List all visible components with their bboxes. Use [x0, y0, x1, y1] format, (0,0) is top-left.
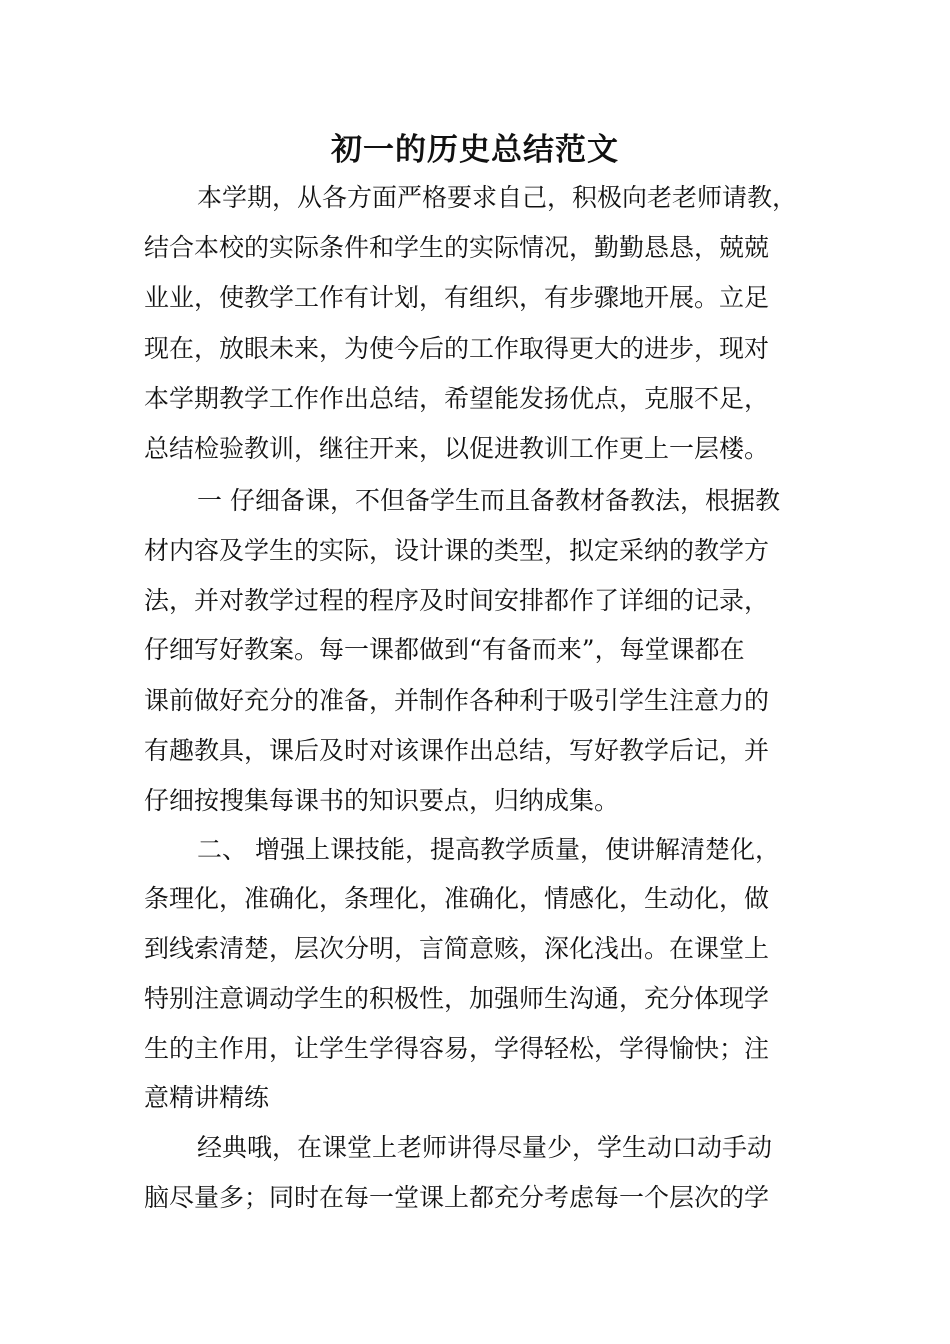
paragraph-2-line-6: 有趣教具，课后及时对该课作出总结，写好教学后记，并 [144, 736, 770, 765]
paragraph-3-line-3: 到线索清楚，层次分明，言简意赅，深化浅出。在课堂上 [144, 934, 770, 963]
paragraph-2-line-4: 仔细写好教案。每一课都做到“有备而来”，每堂课都在 [144, 635, 745, 664]
paragraph-1-line-5: 本学期教学工作作出总结，希望能发扬优点，克服不足， [144, 384, 770, 413]
document-title: 初一的历史总结范文 [331, 132, 619, 168]
paragraph-3-line-5: 生的主作用，让学生学得容易，学得轻松，学得愉快；注 [144, 1034, 770, 1063]
paragraph-4-line-1: 经典哦，在课堂上老师讲得尽量少，学生动口动手动 [197, 1133, 773, 1162]
paragraph-2-line-5: 课前做好充分的准备，并制作各种利于吸引学生注意力的 [144, 686, 770, 715]
paragraph-3-line-6: 意精讲精练 [144, 1083, 270, 1112]
paragraph-3-line-1: 二、 增强上课技能，提高教学质量，使讲解清楚化， [197, 835, 780, 864]
paragraph-2-line-7: 仔细按搜集每课书的知识要点，归纳成集。 [144, 786, 620, 815]
paragraph-3-line-2: 条理化，准确化，条理化，准确化，情感化，生动化，做 [144, 884, 770, 913]
paragraph-2-line-3: 法，并对教学过程的程序及时间安排都作了详细的记录， [144, 586, 770, 615]
paragraph-2-line-2: 材内容及学生的实际，设计课的类型，拟定采纳的教学方 [144, 536, 770, 565]
paragraph-1-line-3: 业业，使教学工作有计划，有组织，有步骤地开展。立足 [144, 283, 770, 312]
paragraph-1-line-4: 现在，放眼未来，为使今后的工作取得更大的进步，现对 [144, 334, 770, 363]
paragraph-1-line-1: 本学期，从各方面严格要求自己，积极向老老师请教， [197, 183, 798, 212]
paragraph-2-line-1: 一 仔细备课，不但备学生而且备教材备教法，根据教 [197, 486, 780, 515]
paragraph-1-line-6: 总结检验教训，继往开来，以促进教训工作更上一层楼。 [144, 434, 770, 463]
paragraph-1-line-2: 结合本校的实际条件和学生的实际情况，勤勤恳恳，兢兢 [144, 233, 770, 262]
paragraph-4-line-2: 脑尽量多；同时在每一堂课上都充分考虑每一个层次的学 [144, 1183, 770, 1212]
paragraph-3-line-4: 特别注意调动学生的积极性，加强师生沟通，充分体现学 [144, 984, 770, 1013]
